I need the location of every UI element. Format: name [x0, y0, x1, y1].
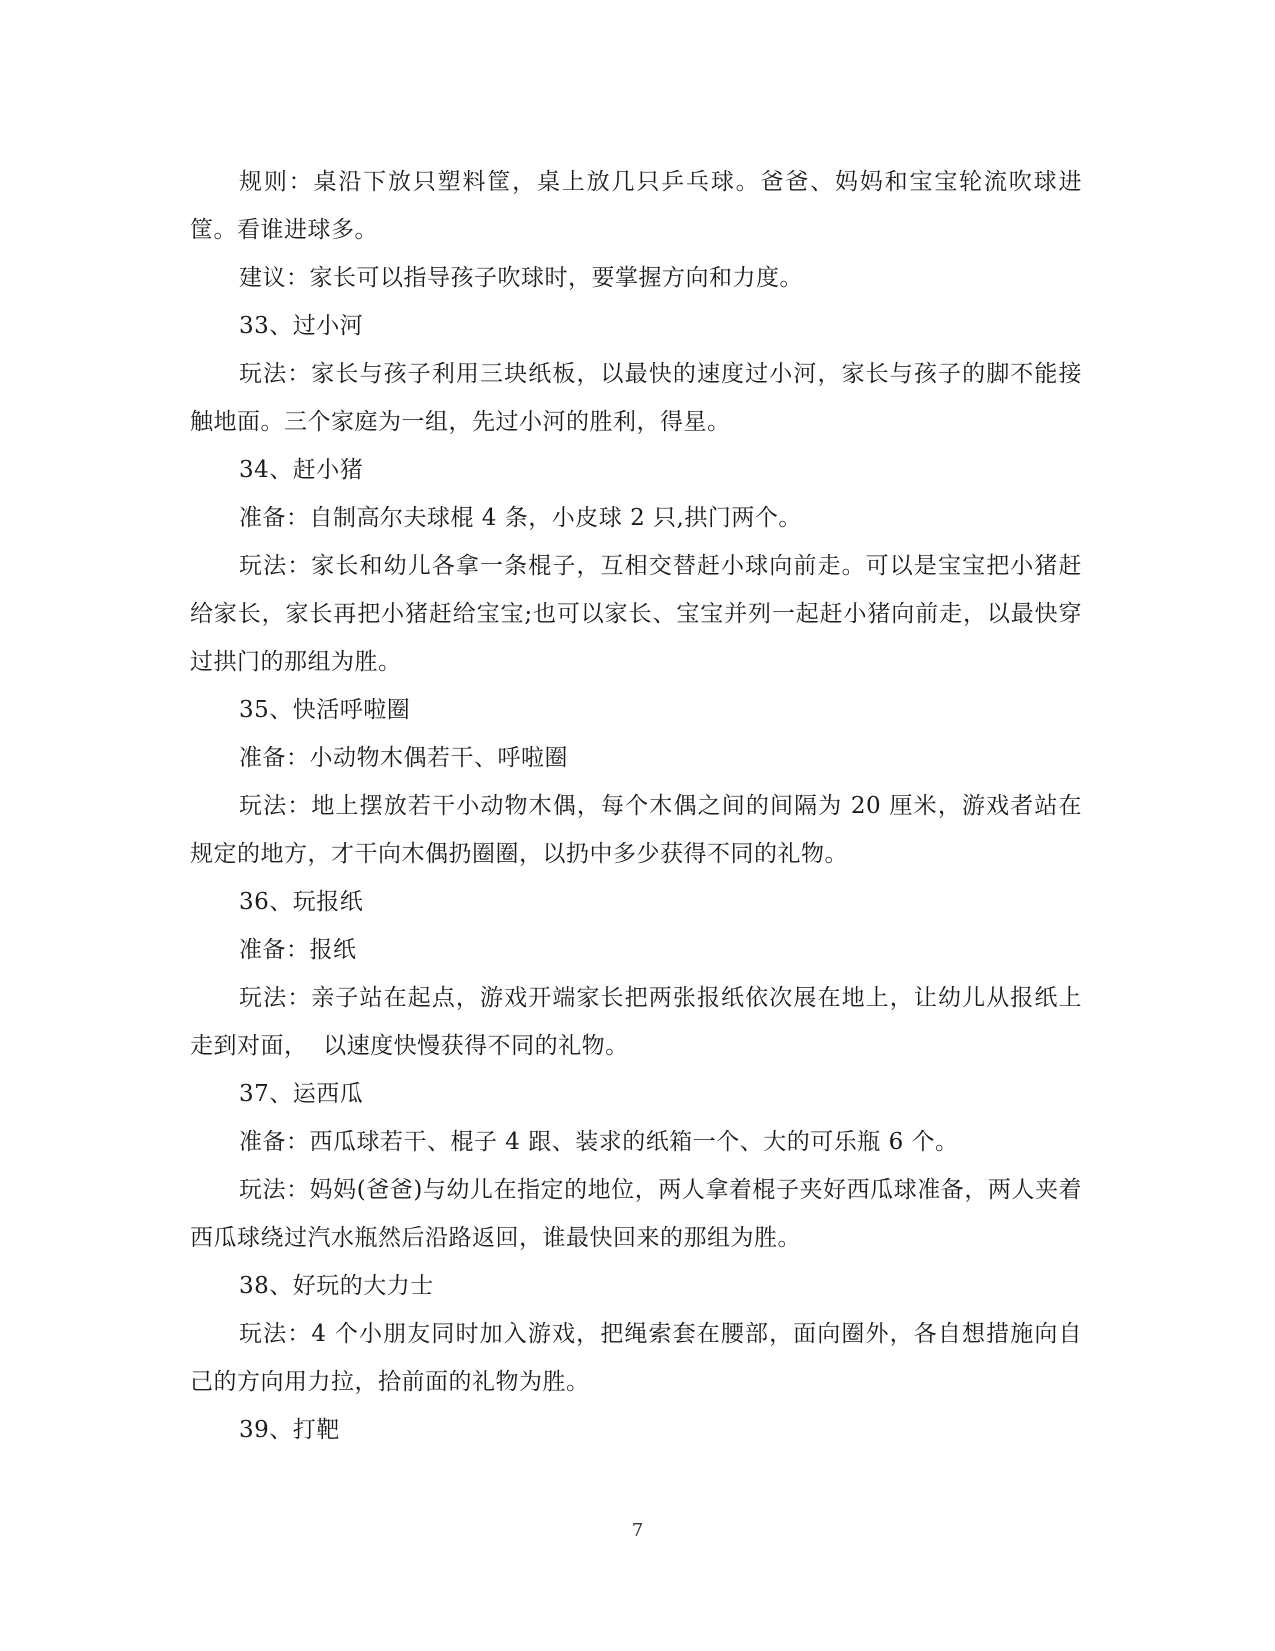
document-body: [190, 158, 1082, 1454]
heading-game-33: 33、过小河: [239, 313, 364, 339]
heading-game-38: 38、好玩的大力士: [239, 1273, 434, 1299]
paragraph-game-35-play: 玩法：地上摆放若干小动物木偶，每个木偶之间的间隔为 20 厘米，游戏者站在规定的地方，才干向木偶扔圈圈，以扔中多少获得不同的礼物。: [190, 793, 1082, 867]
paragraph-game-36-prep: 准备：报纸: [239, 937, 357, 963]
paragraph-game-35-prep: 准备：小动物木偶若干、呼啦圈: [239, 745, 568, 771]
page-number: 7: [631, 1520, 644, 1541]
paragraph-rule-blow-ball: 规则：桌沿下放只塑料筐，桌上放几只乒乓球。爸爸、妈妈和宝宝轮流吹球进筐。看谁进球多。: [190, 169, 1082, 243]
paragraph-game-37-prep: 准备：西瓜球若干、棍子 4 跟、装求的纸箱一个、大的可乐瓶 6 个。: [239, 1129, 959, 1155]
paragraph-game-34-play: 玩法：家长和幼儿各拿一条棍子，互相交替赶小球向前走。可以是宝宝把小猪赶给家长，家长再把小猪赶给宝宝;也可以家长、宝宝并列一起赶小猪向前走，以最快穿过拱门的那组为胜。: [190, 553, 1082, 675]
heading-game-34: 34、赶小猪: [239, 457, 364, 483]
paragraph-game-36-play: 玩法：亲子站在起点，游戏开端家长把两张报纸依次展在地上，让幼儿从报纸上走到对面， 以速度快慢获得不同的礼物。: [190, 985, 1082, 1059]
paragraph-game-34-prep: 准备：自制高尔夫球棍 4 条，小皮球 2 只,拱门两个。: [239, 505, 802, 531]
paragraph-game-38-play: 玩法：4 个小朋友同时加入游戏，把绳索套在腰部，面向圈外，各自想措施向自己的方向用力拉，拾前面的礼物为胜。: [190, 1321, 1082, 1395]
paragraph-game-33-play: 玩法：家长与孩子利用三块纸板，以最快的速度过小河，家长与孩子的脚不能接触地面。三个家庭为一组，先过小河的胜利，得星。: [190, 361, 1082, 435]
heading-game-39: 39、打靶: [239, 1417, 340, 1443]
paragraph-game-37-play: 玩法：妈妈(爸爸)与幼儿在指定的地位，两人拿着棍子夹好西瓜球准备，两人夹着西瓜球绕过汽水瓶然后沿路返回，谁最快回来的那组为胜。: [190, 1177, 1082, 1251]
heading-game-36: 36、玩报纸: [239, 889, 364, 915]
heading-game-37: 37、运西瓜: [239, 1081, 364, 1107]
paragraph-suggestion: 建议：家长可以指导孩子吹球时，要掌握方向和力度。: [239, 265, 803, 291]
heading-game-35: 35、快活呼啦圈: [239, 697, 411, 723]
